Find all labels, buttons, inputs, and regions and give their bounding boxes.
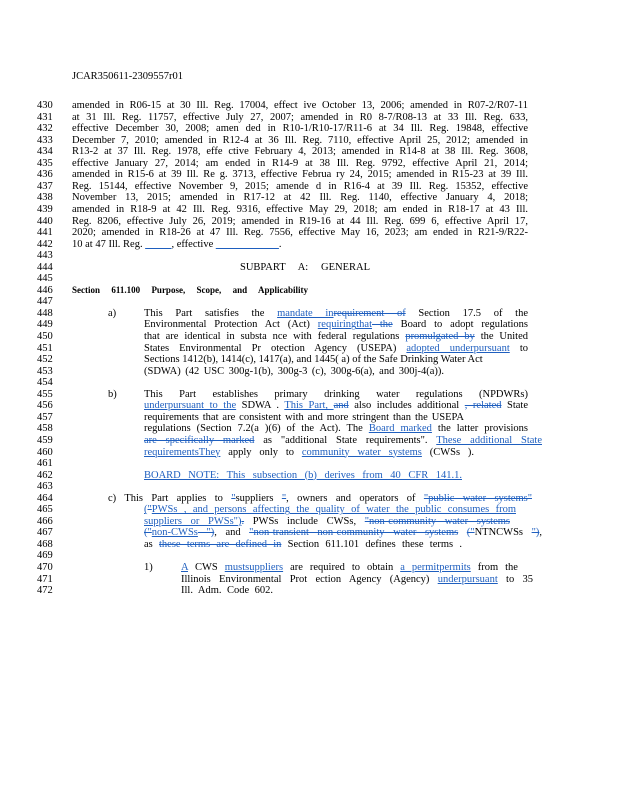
plain-text: to bbox=[509, 342, 528, 354]
line-number: 452 bbox=[37, 354, 53, 366]
inserted-text: PWSs , and persons affecting the quality of water the public consumes from bbox=[151, 504, 516, 516]
line-472 bbox=[0, 584, 618, 597]
line-number: 434 bbox=[37, 146, 53, 158]
plain-text: This Part establishes primary drinking water regulations (NPDWRs) bbox=[144, 388, 528, 400]
line-number: 431 bbox=[37, 111, 53, 123]
line-number: 432 bbox=[37, 123, 53, 135]
deleted-text: "non-community water systems bbox=[364, 515, 510, 527]
plain-text: This Part satisfies the bbox=[144, 307, 278, 319]
plain-text: Sections 1412(b), 1414(c), 1417(a), and 1445( a) of the Safe Drinking Water Act bbox=[144, 354, 483, 366]
line-number: 436 bbox=[37, 169, 53, 181]
plain-text: CWS bbox=[188, 562, 225, 573]
deleted-text: , related bbox=[464, 400, 502, 412]
inserted-text: community water systems bbox=[301, 446, 422, 458]
inserted-text: mandate in bbox=[277, 307, 334, 319]
line-number: 449 bbox=[37, 319, 53, 331]
line-number: 469 bbox=[37, 550, 53, 562]
line-number: 460 bbox=[37, 446, 53, 458]
plain-text: c) This Part applies to bbox=[108, 492, 232, 504]
plain-text: States Environmental Pr otection Agency (USEPA) bbox=[144, 342, 407, 354]
plain-text: PWSs include CWSs, bbox=[244, 515, 365, 527]
line-number: 443 bbox=[37, 250, 53, 262]
line-number: 459 bbox=[37, 434, 53, 446]
line-number: 467 bbox=[37, 527, 53, 539]
line-number: 437 bbox=[37, 180, 53, 192]
plain-text: (CWSs ). bbox=[421, 446, 474, 458]
line-number: 447 bbox=[37, 296, 53, 308]
plain-text: amended in R06-15 at 30 Ill. Reg. 17004, effect ive October 13, 2006; amended in R07-2/R07-11 bbox=[72, 100, 528, 111]
plain-text: a) bbox=[108, 307, 117, 319]
plain-text: effective December 30, 2008; amen ded in R10-1/R10-17/R11-6 at 34 Ill. Reg. 19848, effective bbox=[72, 123, 528, 135]
line-number: 439 bbox=[37, 203, 53, 215]
line-number: 451 bbox=[37, 342, 53, 354]
inserted-text: mustsuppliers bbox=[224, 562, 284, 573]
line-number: 438 bbox=[37, 192, 53, 204]
plain-text: to 35 bbox=[497, 573, 533, 585]
plain-text: regulations (Section 7.2(a )(6) of the Act). The bbox=[144, 423, 369, 435]
plain-text: Board to adopt regulations bbox=[392, 319, 529, 331]
plain-text: the United bbox=[474, 331, 529, 342]
plain-text: , owners and operators of bbox=[286, 492, 424, 504]
plain-text: apply only to bbox=[220, 446, 302, 458]
line-number: 458 bbox=[37, 423, 53, 435]
line-number: 455 bbox=[37, 388, 53, 400]
plain-text: as bbox=[144, 538, 160, 550]
plain-text: Section 17.5 of the bbox=[405, 307, 528, 319]
inserted-text: underpursuant bbox=[437, 573, 498, 585]
inserted-text: underpursuant to the bbox=[144, 400, 237, 412]
deleted-text: "public water systems" bbox=[423, 492, 532, 504]
line-text bbox=[181, 584, 273, 597]
plain-text: Environmental Protection Act (Act) bbox=[144, 319, 318, 331]
inserted-text: requirementsThey bbox=[144, 446, 221, 458]
inserted-text: non-CWSs bbox=[151, 527, 198, 539]
deleted-text: promulgated by bbox=[405, 331, 475, 342]
plain-text bbox=[458, 527, 467, 538]
plain-text: Reg. 15144, effective November 9, 2015; amende d in R16-4 at 39 Ill. Reg. 15352, effective bbox=[72, 180, 528, 192]
plain-text: Illinois Environmental Prot ection Agency (Agency) bbox=[181, 573, 438, 585]
deleted-text: " bbox=[231, 492, 236, 504]
inserted-text: Board marked bbox=[368, 423, 432, 435]
line-number: 472 bbox=[37, 585, 53, 597]
deleted-text: these terms are defined in bbox=[159, 538, 282, 550]
plain-text: , and bbox=[214, 527, 250, 539]
deleted-text: ") bbox=[197, 527, 215, 539]
inserted-text: _____ bbox=[145, 238, 172, 250]
plain-text: State bbox=[501, 400, 529, 412]
inserted-text: ____________ bbox=[215, 238, 279, 250]
plain-text: Section 611.101 defines these terms . bbox=[281, 538, 463, 550]
deleted-text: " bbox=[281, 492, 287, 504]
line-number: 453 bbox=[37, 365, 53, 377]
inserted-text: suppliers or PWSs") bbox=[144, 515, 242, 527]
line-number: 441 bbox=[37, 227, 53, 239]
plain-text: Section 611.100 Purpose, Scope, and Applicability bbox=[72, 284, 308, 295]
line-number: 470 bbox=[37, 562, 53, 573]
deleted-text: the bbox=[372, 319, 393, 331]
deleted-text: "non-transient non-community water systems bbox=[249, 527, 459, 539]
line-number: 440 bbox=[37, 215, 53, 227]
inserted-text: adopted underpursuant bbox=[406, 342, 510, 354]
line-number: 466 bbox=[37, 515, 53, 527]
line-number: 461 bbox=[37, 458, 53, 470]
plain-text: Reg. 8206, effective July 26, 2019; amended in R19-16 at 44 Ill. Reg. 699 6, effective April 17, bbox=[72, 215, 528, 227]
line-number: 454 bbox=[37, 377, 53, 389]
line-number: 457 bbox=[37, 411, 53, 423]
plain-text: SDWA . bbox=[236, 400, 285, 412]
line-number: 442 bbox=[37, 238, 53, 250]
plain-text: December 7, 2010; amended in R12-4 at 36 Ill. Reg. 7110, effective April 25, 2012; amended in bbox=[72, 134, 528, 146]
line-number: 468 bbox=[37, 538, 53, 550]
plain-text: . bbox=[278, 238, 282, 250]
line-number: 446 bbox=[37, 284, 53, 296]
line-number: 464 bbox=[37, 492, 53, 504]
plain-text: , effective bbox=[171, 238, 216, 250]
line-number: 445 bbox=[37, 273, 53, 285]
line-number: 465 bbox=[37, 504, 53, 516]
plain-text: also includes additional bbox=[348, 400, 465, 412]
plain-text: the latter provisions bbox=[431, 423, 528, 435]
plain-text: Ill. Adm. Code 602. bbox=[181, 585, 273, 597]
plain-text: SUBPART A: GENERAL bbox=[240, 261, 370, 273]
inserted-text: These additional State bbox=[436, 434, 542, 446]
plain-text: at 31 Ill. Reg. 11757, effective July 27, 2007; amended in R0 8-7/R08-13 at 33 Ill. Reg. 633, bbox=[72, 111, 528, 123]
line-number: 471 bbox=[37, 573, 53, 585]
deleted-text: are specifically marked bbox=[144, 434, 255, 446]
plain-text: 10 at 47 Ill. Reg. bbox=[72, 238, 146, 250]
inserted-text: a permitpermits bbox=[400, 562, 471, 573]
plain-text: effective January 27, 2014; am ended in R14-9 at 38 Ill. Reg. 9792, effective April 21, 2014; bbox=[72, 157, 528, 169]
deleted-text: " bbox=[147, 504, 152, 516]
inserted-text: This Part, bbox=[284, 400, 334, 412]
line-number: 448 bbox=[37, 307, 53, 319]
line-number: 430 bbox=[37, 100, 53, 111]
plain-text: suppliers bbox=[235, 492, 282, 504]
plain-text: amended in R15-6 at 39 Ill. Re g. 3713, effective Februa ry 24, 2015; amended in R15-23 at 39 Ill. bbox=[72, 169, 528, 181]
line-number: 463 bbox=[37, 481, 53, 493]
plain-text: as "additional State requirements". bbox=[254, 434, 437, 446]
plain-text: from the bbox=[470, 562, 518, 573]
deleted-text: ") bbox=[531, 527, 540, 539]
line-number: 450 bbox=[37, 331, 53, 342]
inserted-text: ( bbox=[144, 504, 148, 516]
plain-text: November 13, 2015; amended in R17-12 at 42 Ill. Reg. 1140, effective January 4, 2018; bbox=[72, 192, 528, 204]
line-number: 456 bbox=[37, 400, 53, 412]
line-number: 462 bbox=[37, 469, 53, 481]
plain-text: that are identical in substa nce with federal regulations bbox=[144, 331, 406, 342]
deleted-text: (" bbox=[466, 527, 475, 539]
plain-text: requirements that are consistent with and more stringent than the USEPA bbox=[144, 411, 464, 423]
plain-text: , bbox=[539, 527, 543, 539]
plain-text: 1) bbox=[144, 562, 153, 573]
deleted-text: and bbox=[333, 400, 349, 412]
deleted-text: (" bbox=[144, 527, 152, 539]
document-header: JCAR350611-2309557r01 bbox=[72, 71, 184, 82]
plain-text: R13-2 at 37 Ill. Reg. 1978, effe ctive February 4, 2013; amended in R14-8 at 38 Ill. Reg. 3608, bbox=[72, 146, 528, 158]
line-number: 435 bbox=[37, 157, 53, 169]
plain-text: NTNCWSs bbox=[474, 527, 532, 539]
inserted-text: A bbox=[181, 562, 189, 573]
inserted-text: requiringthat bbox=[317, 319, 373, 331]
inserted-text: BOARD NOTE: This subsection (b) derives from 40 CFR 141.1. bbox=[144, 469, 462, 481]
line-number: 433 bbox=[37, 134, 53, 146]
deleted-text: . bbox=[241, 515, 245, 527]
plain-text: are required to obtain bbox=[283, 562, 401, 573]
plain-text: amended in R18-9 at 42 Ill. Reg. 9316, effective May 29, 2018; am ended in R18-17 at 43 Ill. bbox=[72, 203, 528, 215]
plain-text: 2020; amended in R18-26 at 47 Ill. Reg. 7556, effective May 16, 2023; am ended in R21-9/R22- bbox=[72, 227, 528, 239]
plain-text: (SDWA) (42 USC 300g-1(b), 300g-3 (c), 300g-6(a), and 300j-4(a)). bbox=[144, 365, 444, 377]
deleted-text: requirement of bbox=[333, 307, 406, 319]
plain-text: b) bbox=[108, 388, 117, 400]
line-number: 444 bbox=[37, 261, 53, 273]
